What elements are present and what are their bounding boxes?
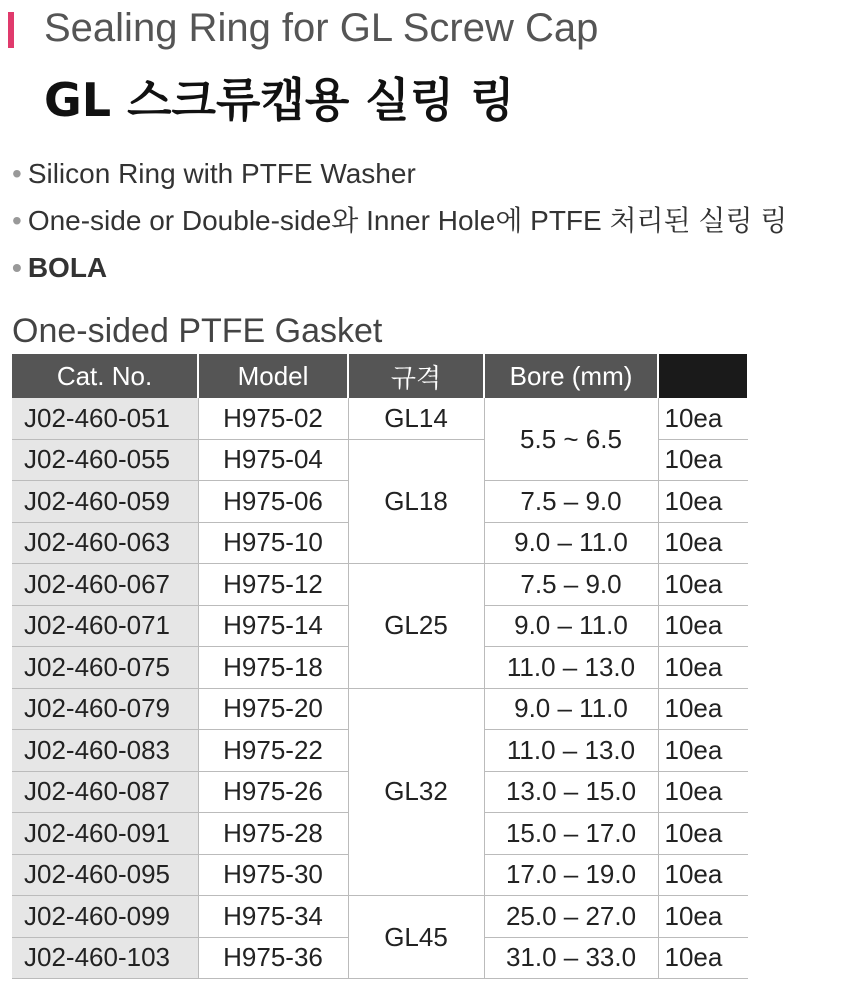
table-row [12, 688, 748, 730]
cell-qty: 10ea [658, 730, 748, 772]
cell-cat-no: J02-460-079 [12, 688, 198, 730]
spec-table [12, 354, 749, 979]
cell-model: H975-02 [198, 398, 348, 439]
cell-bore: 17.0 – 19.0 [484, 854, 658, 896]
cell-model: H975-18 [198, 647, 348, 689]
cell-spec: GL14 [348, 398, 484, 439]
table-row [12, 564, 748, 606]
cell-bore: 5.5 ~ 6.5 [484, 398, 658, 481]
cell-cat-no: J02-460-051 [12, 398, 198, 439]
feature-item: • One-side or Double-side와 Inner Hole에 PTFE 처리된 실링 링 [12, 197, 787, 244]
cell-model: H975-28 [198, 813, 348, 855]
cell-cat-no: J02-460-055 [12, 439, 198, 481]
table-row [12, 896, 748, 938]
cell-qty: 10ea [658, 937, 748, 979]
cell-cat-no: J02-460-103 [12, 937, 198, 979]
cell-model: H975-14 [198, 605, 348, 647]
cell-qty: 10ea [658, 688, 748, 730]
header-model: Model [198, 354, 348, 398]
cell-cat-no: J02-460-099 [12, 896, 198, 938]
cell-qty: 10ea [658, 481, 748, 523]
cell-model: H975-20 [198, 688, 348, 730]
cell-model: H975-10 [198, 522, 348, 564]
table-header-row [12, 354, 748, 398]
cell-cat-no: J02-460-075 [12, 647, 198, 689]
cell-qty: 10ea [658, 854, 748, 896]
cell-cat-no: J02-460-059 [12, 481, 198, 523]
cell-bore: 9.0 – 11.0 [484, 605, 658, 647]
cell-bore: 25.0 – 27.0 [484, 896, 658, 938]
cell-qty: 10ea [658, 439, 748, 481]
cell-spec: GL45 [348, 896, 484, 979]
cell-qty: 10ea [658, 605, 748, 647]
title-accent-bar [8, 12, 14, 48]
cell-bore: 9.0 – 11.0 [484, 522, 658, 564]
cell-model: H975-22 [198, 730, 348, 772]
feature-item-brand: • BOLA [12, 244, 787, 291]
header-bore: Bore (mm) [484, 354, 658, 398]
cell-model: H975-30 [198, 854, 348, 896]
cell-bore: 7.5 – 9.0 [484, 564, 658, 606]
cell-cat-no: J02-460-063 [12, 522, 198, 564]
cell-cat-no: J02-460-083 [12, 730, 198, 772]
cell-bore: 11.0 – 13.0 [484, 647, 658, 689]
cell-bore: 11.0 – 13.0 [484, 730, 658, 772]
feature-list [12, 150, 787, 291]
cell-bore: 31.0 – 33.0 [484, 937, 658, 979]
header-cat-no: Cat. No. [12, 354, 198, 398]
cell-model: H975-34 [198, 896, 348, 938]
page-title-english: Sealing Ring for GL Screw Cap [44, 6, 599, 50]
cell-qty: 10ea [658, 896, 748, 938]
cell-qty: 10ea [658, 522, 748, 564]
cell-bore: 7.5 – 9.0 [484, 481, 658, 523]
cell-spec: GL32 [348, 688, 484, 896]
header-spec: 규격 [348, 354, 484, 398]
cell-bore: 9.0 – 11.0 [484, 688, 658, 730]
cell-cat-no: J02-460-067 [12, 564, 198, 606]
feature-item: • Silicon Ring with PTFE Washer [12, 150, 787, 197]
cell-cat-no: J02-460-095 [12, 854, 198, 896]
page-title-korean: GL 스크류캡용 실링 링 [44, 73, 515, 127]
cell-model: H975-36 [198, 937, 348, 979]
section-title: One-sided PTFE Gasket [12, 312, 383, 350]
cell-qty: 10ea [658, 813, 748, 855]
cell-model: H975-06 [198, 481, 348, 523]
table-row [12, 398, 748, 439]
cell-qty: 10ea [658, 771, 748, 813]
cell-model: H975-26 [198, 771, 348, 813]
cell-cat-no: J02-460-071 [12, 605, 198, 647]
cell-qty: 10ea [658, 564, 748, 606]
cell-bore: 13.0 – 15.0 [484, 771, 658, 813]
cell-spec: GL18 [348, 439, 484, 564]
cell-model: H975-04 [198, 439, 348, 481]
cell-spec: GL25 [348, 564, 484, 689]
cell-cat-no: J02-460-087 [12, 771, 198, 813]
header-qty [658, 354, 748, 398]
cell-bore: 15.0 – 17.0 [484, 813, 658, 855]
cell-cat-no: J02-460-091 [12, 813, 198, 855]
cell-qty: 10ea [658, 398, 748, 439]
cell-model: H975-12 [198, 564, 348, 606]
cell-qty: 10ea [658, 647, 748, 689]
